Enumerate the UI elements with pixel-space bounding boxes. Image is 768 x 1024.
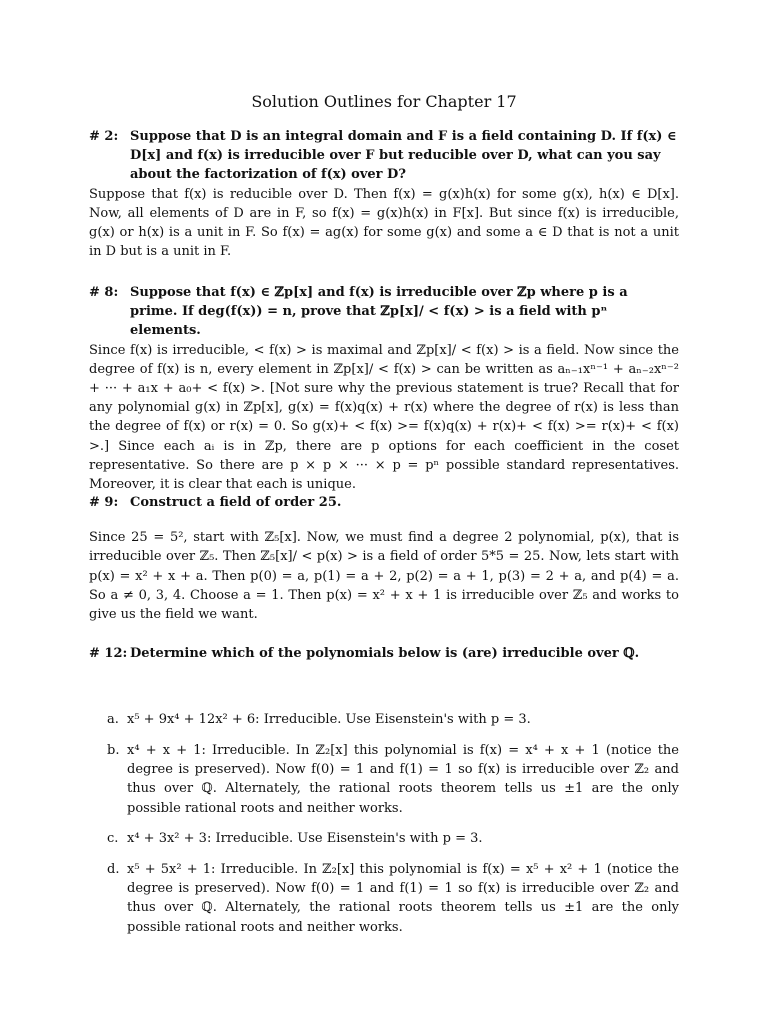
problem-12 bbox=[89, 644, 679, 663]
item-label: a. bbox=[107, 712, 119, 727]
statement-text: Suppose that D is an integral domain and F is a field containing D. If f(x) ∈ D[x] and f(x) is irreducible over F but reducible over D, what can you say about the factorization of f(x) over D? bbox=[130, 129, 677, 183]
item-label: b. bbox=[107, 743, 120, 758]
statement-text: Determine which of the polynomials below is (are) irreducible over ℚ. bbox=[130, 646, 640, 661]
problem-statement bbox=[89, 283, 679, 341]
problem-statement bbox=[89, 127, 679, 185]
item-text: x⁵ + 9x⁴ + 12x² + 6: Irreducible. Use Eisenstein's with p = 3. bbox=[127, 712, 531, 727]
list-item-a bbox=[107, 710, 679, 729]
item-label: c. bbox=[107, 831, 119, 846]
problem-number: # 2: bbox=[89, 129, 119, 144]
statement-text: Suppose that f(x) ∈ ℤp[x] and f(x) is irreducible over ℤp where p is a prime. If deg(f(x)) = n, prove that ℤp[x]/ < f(x) > is a field with pⁿ elements. bbox=[130, 285, 628, 339]
problem-9 bbox=[89, 493, 679, 624]
item-text: x⁴ + 3x² + 3: Irreducible. Use Eisenstein's with p = 3. bbox=[127, 831, 483, 846]
problem-number: # 12: bbox=[89, 646, 128, 661]
solution-text: Since f(x) is irreducible, < f(x) > is maximal and ℤp[x]/ < f(x) > is a field. Now since the degree of f(x) is n, every element in ℤp[x]/ < f(x) > can be written as aₙ₋₁xⁿ⁻¹ + aₙ₋₂xⁿ⁻² + ··· + a₁x + a₀+ < f(x) >. [Not sure why the previous statement is true? Recall that for any polynomial g(x) in ℤp[x], g(x) = f(x)q(x) + r(x) where the degree of r(x) is less than the degree of f(x) or r(x) = 0. So g(x)+ < f(x) >= f(x)q(x) + r(x)+ < f(x) >= r(x)+ < f(x) >.] Since each aᵢ is in ℤp, there are p options for each coefficient in the coset representative. So there are p × p × ··· × p = pⁿ possible standard representatives. Moreover, it is clear that each is unique. bbox=[89, 342, 679, 493]
list-item-c bbox=[107, 829, 679, 848]
item-text: x⁵ + 5x² + 1: Irreducible. In ℤ₂[x] this polynomial is f(x) = x⁵ + x² + 1 (notice the degree is preserved). Now f(0) = 1 and f(1) = 1 so f(x) is irreducible over ℤ₂ and thus over ℚ. Alternately, the rational roots theorem tells us ±1 are the only possible rational roots and neither works. bbox=[127, 862, 679, 935]
list-item-d bbox=[107, 860, 679, 937]
problem-number: # 8: bbox=[89, 285, 119, 300]
problem-statement bbox=[89, 493, 679, 512]
problem-2 bbox=[89, 127, 679, 261]
statement-text: Construct a field of order 25. bbox=[130, 495, 342, 510]
item-label: d. bbox=[107, 862, 120, 877]
solution-text: Suppose that f(x) is reducible over D. Then f(x) = g(x)h(x) for some g(x), h(x) ∈ D[x]. Now, all elements of D are in F, so f(x) = g(x)h(x) in F[x]. But since f(x) is irreducible, g(x) or h(x) is a unit in F. So f(x) = ag(x) for some g(x) and some a ∈ D that is not a unit in D but is a unit in F. bbox=[89, 186, 679, 260]
list-item-b bbox=[107, 741, 679, 818]
problem-number: # 9: bbox=[89, 495, 119, 510]
solution-text: Since 25 = 5², start with ℤ₅[x]. Now, we must find a degree 2 polynomial, p(x), that is irreducible over ℤ₅. Then ℤ₅[x]/ < p(x) > is a field of order 5*5 = 25. Now, lets start with p(x) = x² + x + a. Then p(0) = a, p(1) = a + 2, p(2) = a + 1, p(3) = 2 + a, and p(4) = a. So a ≠ 0, 3, 4. Choose a = 1. Then p(x) = x² + x + 1 is irreducible over ℤ₅ and works to give us the field we want. bbox=[89, 530, 679, 623]
page-title: Solution Outlines for Chapter 17 bbox=[251, 92, 517, 111]
item-text: x⁴ + x + 1: Irreducible. In ℤ₂[x] this polynomial is f(x) = x⁴ + x + 1 (notice the degree is preserved). Now f(0) = 1 and f(1) = 1 so f(x) is irreducible over ℤ₂ and thus over ℚ. Alternately, the rational roots theorem tells us ±1 are the only possible rational roots and neither works. bbox=[127, 743, 679, 816]
problem-statement bbox=[89, 644, 679, 663]
problem-8 bbox=[89, 283, 679, 494]
